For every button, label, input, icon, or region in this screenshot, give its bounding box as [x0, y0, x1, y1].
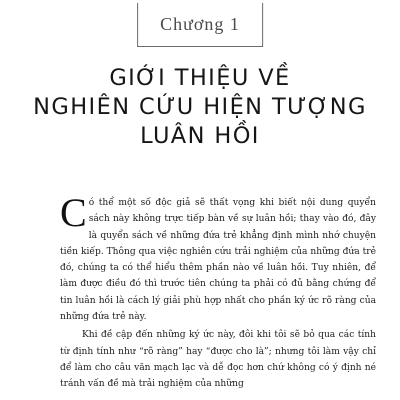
- chapter-title-line-2: NGHIÊN CỨU HIỆN TƯỢNG: [33, 94, 367, 120]
- body-text: [60, 190, 376, 393]
- chapter-title-line-3: LUÂN HỒI: [140, 123, 260, 149]
- chapter-title-line-1: GIỚI THIỆU VỀ: [109, 65, 291, 91]
- chapter-label: [137, 3, 263, 47]
- paragraph-1-text: ó thể một số độc giả sẽ thất vọng khi biết nội dung quyển sách này không trực tiếp bàn về sự luân hồi; thay vào đó, đây là quyển sách về những đứa trẻ khẳng định mình nhớ chuyện tiền kiếp. Thông qua việc nghiên cứu trải nghiệm của những đứa trẻ đó, chúng ta có thể hiểu thêm phần nào về luân hồi. Tuy nhiên, để làm được điều đó thì trước tiên chúng ta phải có đủ bằng chứng để tin luân hồi là cách lý giải phù hợp nhất cho phần ký ức rõ ràng của những đứa trẻ này.: [60, 198, 376, 323]
- paragraph-1: [60, 190, 376, 325]
- chapter-title: [0, 64, 400, 151]
- paragraph-2: Khi đề cập đến những ký ức này, đôi khi tôi sẽ bỏ qua các tính từ định tính như “rõ ràng” hay “được cho là”; nhưng tôi làm vậy chỉ để làm cho câu văn mạch lạc và dễ đọc hơn chứ không có ý định né tránh vấn đề mà trải nghiệm của những: [60, 330, 376, 390]
- chapter-label-text: Chương 1: [160, 14, 240, 34]
- drop-cap: C: [60, 190, 87, 235]
